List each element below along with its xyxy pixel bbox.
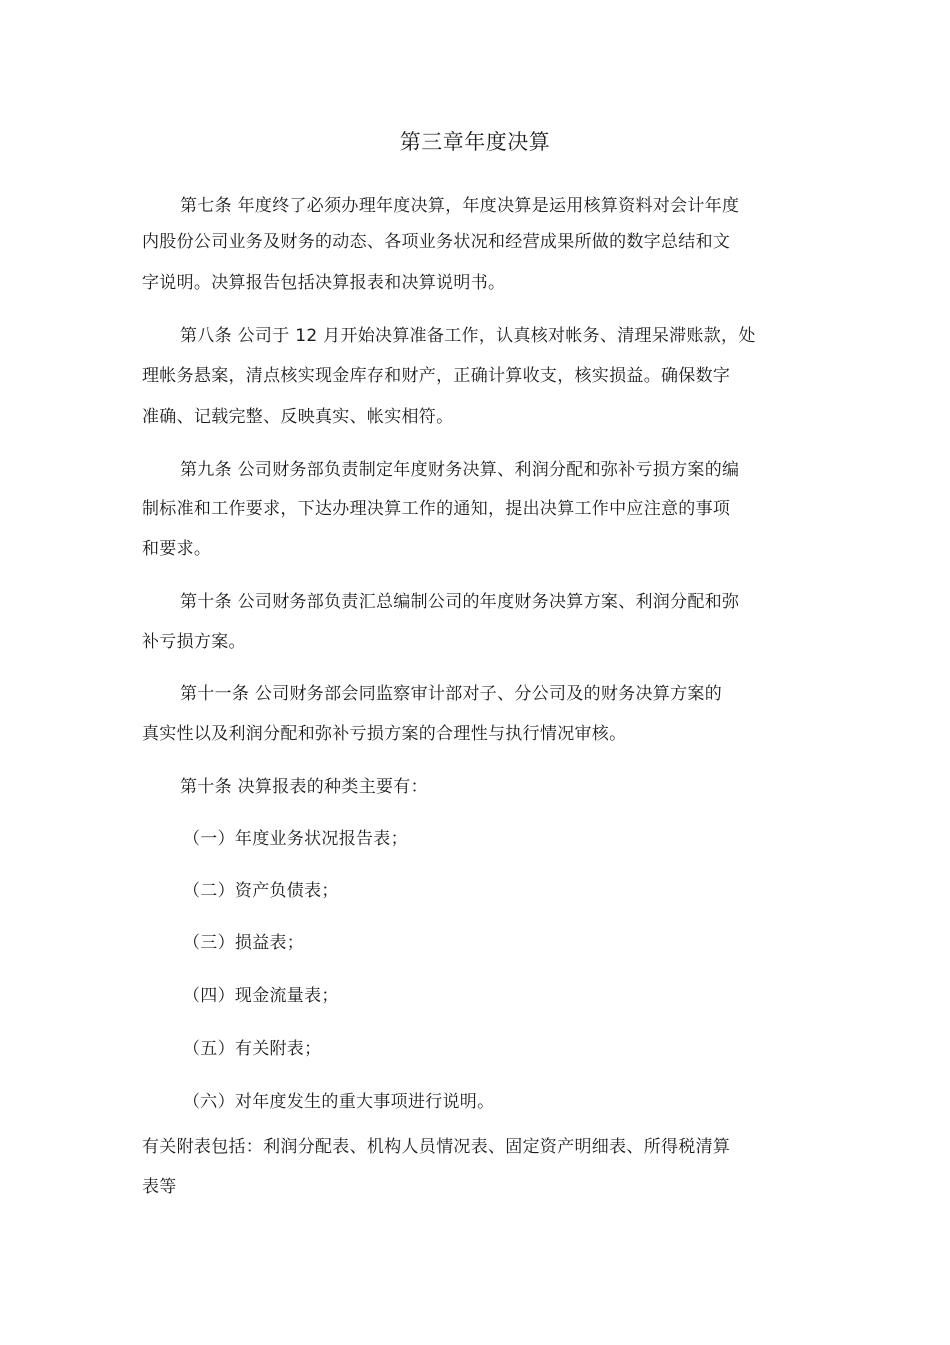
report-item: （五）有关附表； [183,1039,322,1059]
article-8-line-1: 第八条 公司于 12 月开始决算准备工作，认真核对帐务、清理呆滞账款，处 [180,326,756,346]
article-9-line-2: 制标准和工作要求，下达办理决算工作的通知，提出决算工作中应注意的事项 [142,499,731,519]
article-7-line-1: 第七条 年度终了必须办理年度决算，年度决算是运用核算资料对会计年度 [180,196,740,216]
report-item: （六）对年度发生的重大事项进行说明。 [183,1092,495,1112]
article-7-line-2: 内股份公司业务及财务的动态、各项业务状况和经营成果所做的数字总结和文 [142,232,731,252]
article-8-line-3: 准确、记载完整、反映真实、帐实相符。 [142,407,454,427]
article-11-line-1: 第十一条 公司财务部会同监察审计部对子、分公司及的财务决算方案的 [180,684,723,704]
attachments-line-2: 表等 [142,1177,177,1197]
article-8-line-2: 理帐务悬案，清点核实现金库存和财产，正确计算收支，核实损益。确保数字 [142,366,731,386]
article-9-line-1: 第九条 公司财务部负责制定年度财务决算、利润分配和弥补亏损方案的编 [180,460,740,480]
article-10-line-1: 第十条 公司财务部负责汇总编制公司的年度财务决算方案、利润分配和弥 [180,592,740,612]
article-9-line-3: 和要求。 [142,539,212,559]
article-7-line-3: 字说明。决算报告包括决算报表和决算说明书。 [142,273,506,293]
report-item: （二）资产负债表； [183,881,339,901]
chapter-title: 第三章年度决算 [399,130,551,154]
report-item: （三）损益表； [183,933,305,953]
report-item: （一）年度业务状况报告表； [183,829,408,849]
attachments-line-1: 有关附表包括：利润分配表、机构人员情况表、固定资产明细表、所得税清算 [142,1137,731,1157]
article-11-line-2: 真实性以及利润分配和弥补亏损方案的合理性与执行情况审核。 [142,724,627,744]
report-types-intro: 第十条 决算报表的种类主要有： [180,777,428,797]
article-10-line-2: 补亏损方案。 [142,632,246,652]
report-item: （四）现金流量表； [183,986,339,1006]
